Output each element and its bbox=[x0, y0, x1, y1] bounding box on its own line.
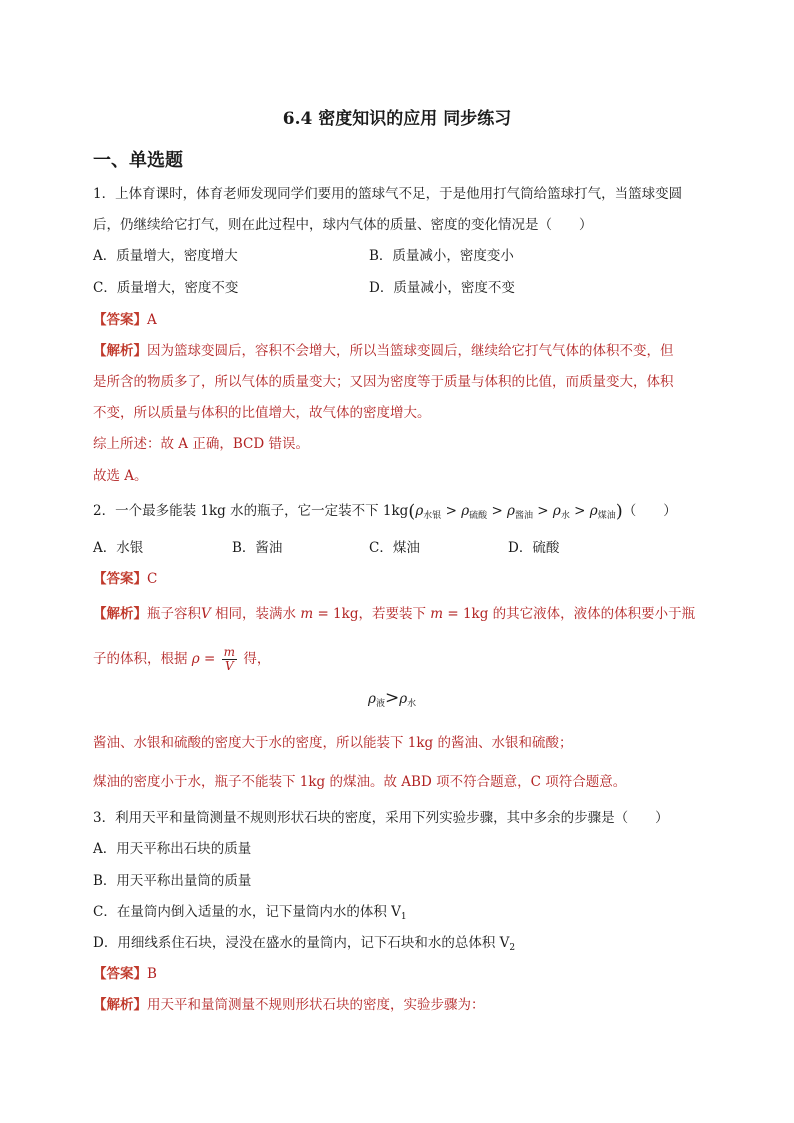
analysis-tag: 【解析】 bbox=[93, 606, 147, 622]
q1-stem-line1: 1．上体育课时，体育老师发现同学们要用的篮球气不足，于是他用打气筒给篮球打气，当篮球变圆 bbox=[93, 186, 683, 202]
q2-answer-value: C bbox=[147, 571, 158, 587]
analysis-tag: 【解析】 bbox=[93, 997, 147, 1013]
q3-answer bbox=[93, 964, 157, 984]
q3-option-b: B．用天平称出量筒的质量 bbox=[93, 873, 252, 889]
q1-stem-line2: 后，仍继续给它打气，则在此过程中，球内气体的质量、密度的变化情况是（ ） bbox=[93, 217, 593, 233]
q2-option-d: D．硫酸 bbox=[508, 540, 560, 556]
density-fraction: $\frac{m}{V}$ bbox=[223, 645, 236, 673]
answer-tag: 【答案】 bbox=[93, 966, 147, 982]
q2-analysis-line2: 子的体积，根据 ρ = $\frac{m}{V}$ 得， bbox=[93, 645, 271, 673]
q2-stem: 2．一个最多能装 1kg 水的瓶子，它一定装不下 $1kg(\rho_{水银} > \rho_{硫酸} > \rho_{酱油} > \rho_水 > \rho_{煤油})$（ ） bbox=[93, 501, 677, 522]
q1-analysis-text1: 因为篮球变圆后，容积不会增大，所以当篮球变圆后，继续给它打气气体的体积不变，但 bbox=[147, 343, 674, 359]
q2-answer bbox=[93, 569, 157, 589]
q2-analysis-line1: 【解析】瓶子容积V 相同，装满水 m = 1kg，若要装下 m = 1kg 的其它液体，液体的体积要小于瓶 bbox=[93, 606, 696, 622]
q1-option-a: A．质量增大，密度增大 bbox=[93, 248, 238, 264]
q1-analysis-line1 bbox=[93, 341, 674, 361]
q1-option-d: D．质量减小，密度不变 bbox=[369, 280, 515, 296]
q1-answer-value: A bbox=[147, 312, 157, 328]
q1-option-b: B．质量减小，密度变小 bbox=[369, 248, 514, 264]
q1-conclusion: 故选 A。 bbox=[93, 468, 148, 484]
q1-analysis-line2: 是所含的物质多了，所以气体的质量变大；又因为密度等于质量与体积的比值，而质量变大，体积 bbox=[93, 374, 674, 390]
answer-tag: 【答案】 bbox=[93, 312, 147, 328]
q1-summary: 综上所述：故 A 正确，BCD 错误。 bbox=[93, 436, 309, 452]
q2-center-formula: $\rho_液>\rho_水$ bbox=[368, 688, 417, 709]
q2-option-a: A．水银 bbox=[93, 540, 144, 556]
analysis-tag: 【解析】 bbox=[93, 343, 147, 359]
q3-option-c: C．在量筒内倒入适量的水，记下量筒内水的体积 $V_1$ bbox=[93, 904, 407, 922]
q1-analysis-line3: 不变，所以质量与体积的比值增大，故气体的密度增大。 bbox=[93, 405, 431, 421]
q2-analysis-line4: 煤油的密度小于水，瓶子不能装下 1kg 的煤油。故 ABD 项不符合题意，C 项符合题意。 bbox=[93, 774, 627, 790]
answer-tag: 【答案】 bbox=[93, 571, 147, 587]
q2-analysis-line3: 酱油、水银和硫酸的密度大于水的密度，所以能装下 1kg 的酱油、水银和硫酸； bbox=[93, 735, 573, 751]
q2-option-c: C．煤油 bbox=[369, 540, 420, 556]
q3-option-d: D．用细线系住石块，浸没在盛水的量筒内，记下石块和水的总体积 $V_2$ bbox=[93, 935, 516, 953]
q2-stem-text: 2．一个最多能装 1kg 水的瓶子，它一定装不下 1kg bbox=[93, 503, 409, 519]
q1-answer bbox=[93, 310, 157, 330]
page-title: 6.4 密度知识的应用 同步练习 bbox=[282, 109, 512, 129]
q2-blank: （ ） bbox=[622, 503, 677, 519]
q3-answer-value: B bbox=[147, 966, 157, 982]
q3-analysis-line1: 【解析】用天平和量筒测量不规则形状石块的密度，实验步骤为： bbox=[93, 997, 485, 1013]
q1-option-c: C．质量增大，密度不变 bbox=[93, 280, 239, 296]
q3-stem: 3．利用天平和量筒测量不规则形状石块的密度，采用下列实验步骤，其中多余的步骤是（ ） bbox=[93, 810, 669, 826]
q2-density-formula: $\rho_{水银} > \rho_{硫酸} > \rho_{酱油} > \rho_水 > \rho_{煤油}$ bbox=[415, 503, 616, 521]
q2-option-b: B．酱油 bbox=[232, 540, 283, 556]
q3-option-a: A．用天平称出石块的质量 bbox=[93, 841, 252, 857]
section-heading: 一、单选题 bbox=[93, 150, 183, 171]
